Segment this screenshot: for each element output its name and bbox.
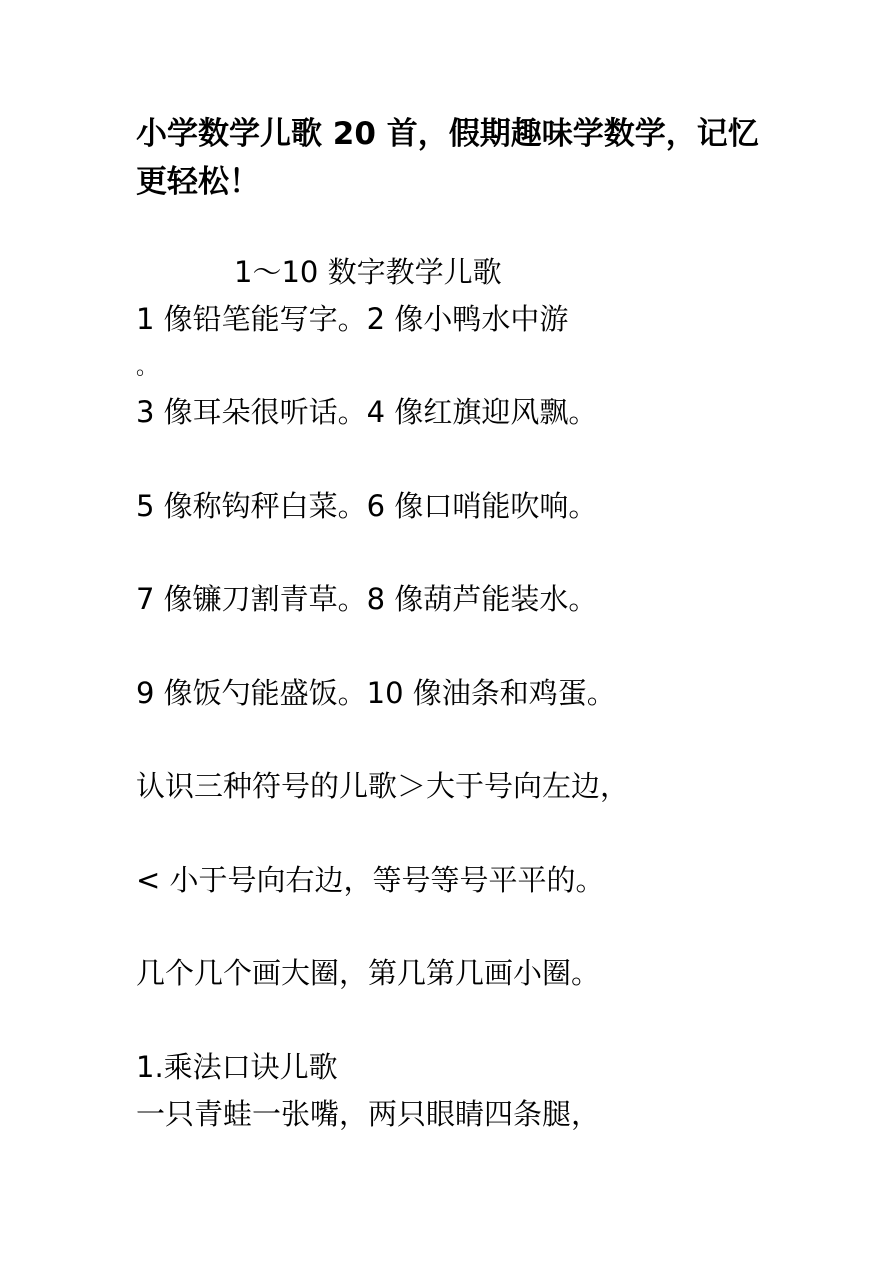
text-line: 5 像称钩秤白菜。6 像口哨能吹响。	[136, 489, 598, 523]
text-line: < 小于号向右边，等号等号平平的。	[136, 863, 605, 897]
text-line: 1 像铅笔能写字。2 像小鸭水中游	[136, 302, 569, 336]
section-subtitle: 1～10 数字教学儿歌	[234, 255, 502, 289]
text-line: 。	[136, 355, 159, 380]
text-line: 7 像镰刀割青草。8 像葫芦能装水。	[136, 582, 598, 616]
text-line: 认识三种符号的儿歌＞大于号向左边，	[136, 769, 630, 803]
text-line: 一只青蛙一张嘴，两只眼睛四条腿，	[136, 1097, 601, 1131]
section-heading: 1.乘法口诀儿歌	[136, 1050, 338, 1084]
document-title: 小学数学儿歌 20 首，假期趣味学数学，记忆更轻松！	[136, 116, 759, 200]
text-line: 9 像饭勺能盛饭。10 像油条和鸡蛋。	[136, 676, 616, 710]
text-line: 3 像耳朵很听话。4 像红旗迎风飘。	[136, 395, 598, 429]
text-line: 几个几个画大圈，第几第几画小圈。	[136, 956, 601, 990]
